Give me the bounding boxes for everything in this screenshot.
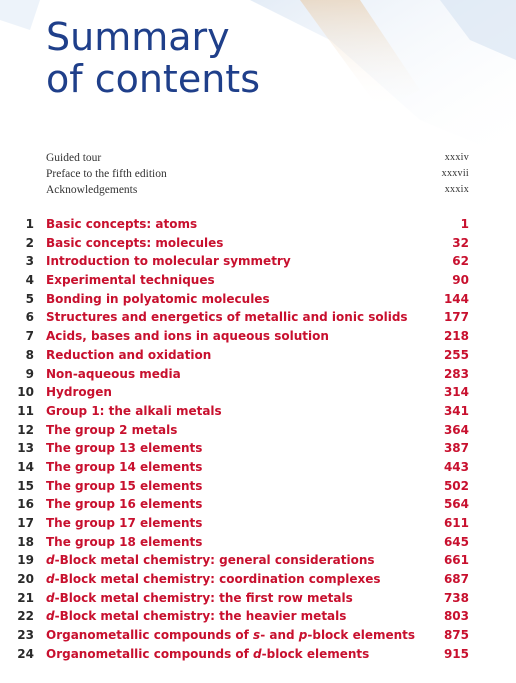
chapter-page: 364 [443, 422, 469, 437]
chapter-title: Introduction to molecular symmetry [46, 254, 291, 269]
chapter-page: 661 [443, 553, 469, 568]
chapter-number: 22 [17, 609, 34, 624]
chapter-row[interactable] [0, 477, 516, 496]
chapter-page: 738 [443, 590, 469, 605]
chapter-number: 3 [25, 254, 34, 269]
chapter-number: 1 [25, 217, 34, 231]
chapter-row[interactable] [0, 439, 516, 458]
chapter-title: Reduction and oxidation [46, 347, 212, 362]
chapter-number: 2 [25, 235, 34, 250]
chapter-number: 14 [17, 459, 34, 474]
chapter-number: 8 [25, 347, 34, 362]
chapter-title: The group 18 elements [46, 534, 203, 549]
front-matter-item[interactable] [46, 182, 469, 198]
chapter-title: Bonding in polyatomic molecules [46, 291, 270, 306]
front-matter-item[interactable] [46, 150, 469, 166]
chapter-title: Organometallic compounds of s- and p-block elements [46, 628, 416, 643]
chapter-number: 16 [17, 497, 34, 512]
chapter-title: Experimental techniques [46, 273, 215, 288]
chapter-page: 255 [443, 347, 469, 362]
page-title [46, 16, 260, 100]
chapter-title: Structures and energetics of metallic and ionic solids [46, 310, 408, 325]
front-matter-item[interactable] [46, 166, 469, 182]
chapter-page: 564 [443, 497, 469, 512]
chapter-page: 177 [443, 310, 469, 325]
chapter-row[interactable] [0, 421, 516, 440]
chapter-page: 314 [443, 385, 469, 400]
chapter-title: d-Block metal chemistry: the first row metals [46, 590, 353, 605]
chapter-row[interactable] [0, 514, 516, 533]
chapter-page: 875 [443, 628, 469, 643]
chapter-number: 10 [17, 385, 34, 400]
chapter-row[interactable] [0, 327, 516, 346]
chapter-number: 19 [17, 553, 34, 568]
chapter-page: 341 [443, 403, 469, 418]
chapter-page: 144 [443, 291, 469, 306]
chapter-title: The group 16 elements [46, 497, 203, 512]
chapter-row[interactable] [0, 458, 516, 477]
chapter-number: 9 [25, 366, 34, 381]
chapter-page: 687 [443, 572, 469, 587]
title-line-2: of contents [46, 57, 260, 101]
front-matter-page: xxxvii [441, 168, 469, 179]
chapter-row[interactable] [0, 645, 516, 664]
chapter-title: The group 17 elements [46, 516, 203, 530]
chapter-row[interactable] [0, 234, 516, 253]
chapter-row[interactable] [0, 626, 516, 645]
chapter-list [0, 215, 516, 664]
chapter-title: The group 2 metals [46, 422, 178, 437]
chapter-row[interactable] [0, 290, 516, 309]
chapter-title: d-Block metal chemistry: the heavier metals [46, 609, 347, 624]
chapter-number: 5 [25, 291, 34, 306]
chapter-number: 17 [17, 516, 34, 530]
chapter-page: 90 [452, 273, 469, 288]
chapter-number: 7 [25, 329, 34, 344]
front-matter-title: Preface to the fifth edition [46, 168, 167, 180]
chapter-page: 502 [443, 478, 469, 493]
front-matter-title: Acknowledgements [46, 184, 138, 196]
chapter-page: 803 [443, 609, 469, 624]
chapter-row[interactable] [0, 495, 516, 514]
chapter-title: Acids, bases and ions in aqueous solution [46, 329, 329, 344]
front-matter-page: xxxix [444, 184, 469, 195]
chapter-number: 23 [17, 628, 34, 643]
chapter-row[interactable] [0, 589, 516, 608]
chapter-row[interactable] [0, 365, 516, 384]
title-line-1: Summary [46, 15, 230, 59]
front-matter-list [46, 150, 469, 198]
chapter-title: Organometallic compounds of d-block elements [46, 646, 370, 661]
chapter-row[interactable] [0, 607, 516, 626]
chapter-title: Basic concepts: atoms [46, 217, 198, 231]
chapter-title: d-Block metal chemistry: coordination complexes [46, 572, 381, 587]
chapter-row[interactable] [0, 346, 516, 365]
chapter-number: 12 [17, 422, 34, 437]
chapter-page: 611 [443, 516, 469, 530]
chapter-row[interactable] [0, 383, 516, 402]
chapter-number: 20 [17, 572, 34, 587]
chapter-title: The group 13 elements [46, 441, 203, 456]
chapter-title: The group 14 elements [46, 459, 203, 474]
chapter-page: 387 [443, 441, 469, 456]
chapter-number: 13 [17, 441, 34, 456]
front-matter-page: xxxiv [444, 152, 469, 163]
chapter-number: 11 [17, 403, 34, 418]
chapter-page: 32 [452, 235, 469, 250]
chapter-title: d-Block metal chemistry: general considerations [46, 553, 375, 568]
chapter-row[interactable] [0, 271, 516, 290]
chapter-row[interactable] [0, 551, 516, 570]
chapter-page: 645 [443, 534, 469, 549]
chapter-title: Basic concepts: molecules [46, 235, 224, 250]
chapter-page: 443 [443, 459, 469, 474]
chapter-title: Non-aqueous media [46, 366, 181, 381]
chapter-number: 15 [17, 478, 34, 493]
chapter-page: 62 [452, 254, 469, 269]
chapter-page: 283 [443, 366, 469, 381]
chapter-row[interactable] [0, 570, 516, 589]
chapter-page: 1 [460, 217, 469, 231]
chapter-number: 24 [17, 646, 34, 661]
chapter-title: Hydrogen [46, 385, 112, 400]
chapter-number: 4 [25, 273, 34, 288]
chapter-row[interactable] [0, 308, 516, 327]
chapter-number: 21 [17, 590, 34, 605]
chapter-number: 18 [17, 534, 34, 549]
chapter-number: 6 [25, 310, 34, 325]
chapter-page: 218 [443, 329, 469, 344]
chapter-row[interactable] [0, 402, 516, 421]
chapter-row[interactable] [0, 215, 516, 234]
chapter-title: Group 1: the alkali metals [46, 403, 222, 418]
chapter-row[interactable] [0, 533, 516, 552]
chapter-title: The group 15 elements [46, 478, 203, 493]
chapter-page: 915 [443, 646, 469, 661]
front-matter-title: Guided tour [46, 152, 102, 164]
chapter-row[interactable] [0, 252, 516, 271]
